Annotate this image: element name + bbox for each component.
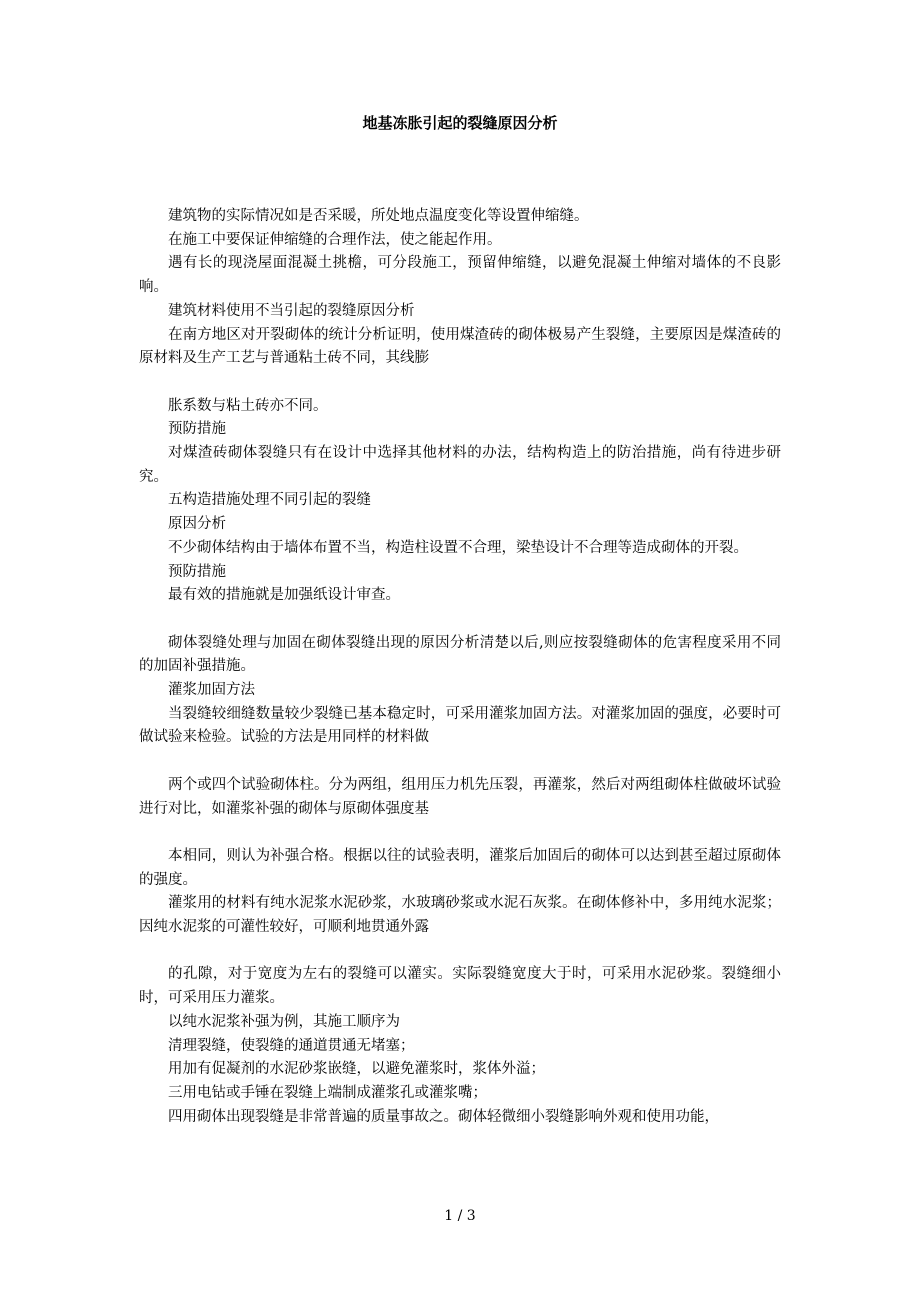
paragraph: 胀系数与粘土砖亦不同。 [168,397,328,414]
section-heading: 灌浆加固方法 [168,682,255,699]
paragraph: 建筑物的实际情况如是否采暖，所处地点温度变化等设置伸缩缝。 [168,208,589,224]
paragraph: 两个或四个试验砌体柱。分为两组，组用压力机先压裂，再灌浆，然后对两组砌体柱做破坏试验进行对比，如灌浆补强的砌体与原砌体强度基 [139,776,781,817]
paragraph: 不少砌体结构由于墙体布置不当，构造柱设置不合理，梁垫设计不合理等造成砌体的开裂。 [168,539,748,556]
paragraph: 三用电钻或手锤在裂缝上端制成灌浆孔或灌浆嘴； [168,1084,487,1101]
paragraph: 最有效的措施就是加强纸设计审查。 [168,587,400,604]
paragraph: 在南方地区对开裂砌体的统计分析证明，使用煤渣砖的砌体极易产生裂缝，主要原因是煤渣砖的原材料及生产工艺与普通粘土砖不同，其线膨 [139,326,781,367]
paragraph: 对煤渣砖砌体裂缝只有在设计中选择其他材料的办法，结构构造上的防治措施，尚有待进步研究。 [139,445,781,485]
paragraph: 本相同，则认为补强合格。根据以往的试验表明，灌浆后加固后的砌体可以达到甚至超过原砌体的强度。 [139,847,781,888]
paragraph: 清理裂缝，使裂缝的通道贯通无堵塞； [168,1037,415,1054]
paragraph: 遇有长的现浇屋面混凝土挑檐，可分段施工，预留伸缩缝，以避免混凝土伸缩对墙体的不良影响。 [139,255,781,296]
paragraph: 灌浆用的材料有纯水泥浆水泥砂浆，水玻璃砂浆或水泥石灰浆。在砌体修补中，多用纯水泥浆；因纯水泥浆的可灌性较好，可顺利地贯通外露 [139,895,781,936]
paragraph: 在施工中要保证伸缩缝的合理作法，使之能起作用。 [168,231,502,248]
paragraph: 四用砌体出现裂缝是非常普遍的质量事故之。砌体轻微细小裂缝影响外观和使用功能， [168,1108,719,1125]
section-heading: 原因分析 [168,516,226,533]
paragraph: 用加有促凝剂的水泥砂浆嵌缝，以避免灌浆时，浆体外溢； [168,1061,545,1078]
paragraph: 当裂缝较细缝数量较少裂缝已基本稳定时，可采用灌浆加固方法。对灌浆加固的强度，必要时可做试验来检验。试验的方法是用同样的材料做 [139,705,781,746]
section-heading: 五构造措施处理不同引起的裂缝 [168,492,371,509]
section-heading: 预防措施 [168,421,226,438]
paragraph: 砌体裂缝处理与加固在砌体裂缝出现的原因分析清楚以后,则应按裂缝砌体的危害程度采用不同的加固补强措施。 [139,634,781,675]
document-body [139,205,781,1129]
section-heading: 预防措施 [168,563,226,580]
document-title: 地基冻胀引起的裂缝原因分析 [362,114,558,132]
paragraph: 以纯水泥浆补强为例，其施工顺序为 [168,1013,400,1030]
page-number: 1 / 3 [444,1208,476,1224]
section-heading: 建筑材料使用不当引起的裂缝原因分析 [168,302,415,319]
paragraph: 的孔隙，对于宽度为左右的裂缝可以灌实。实际裂缝宽度大于时，可采用水泥砂浆。裂缝细小时，可采用压力灌浆。 [139,966,781,1007]
